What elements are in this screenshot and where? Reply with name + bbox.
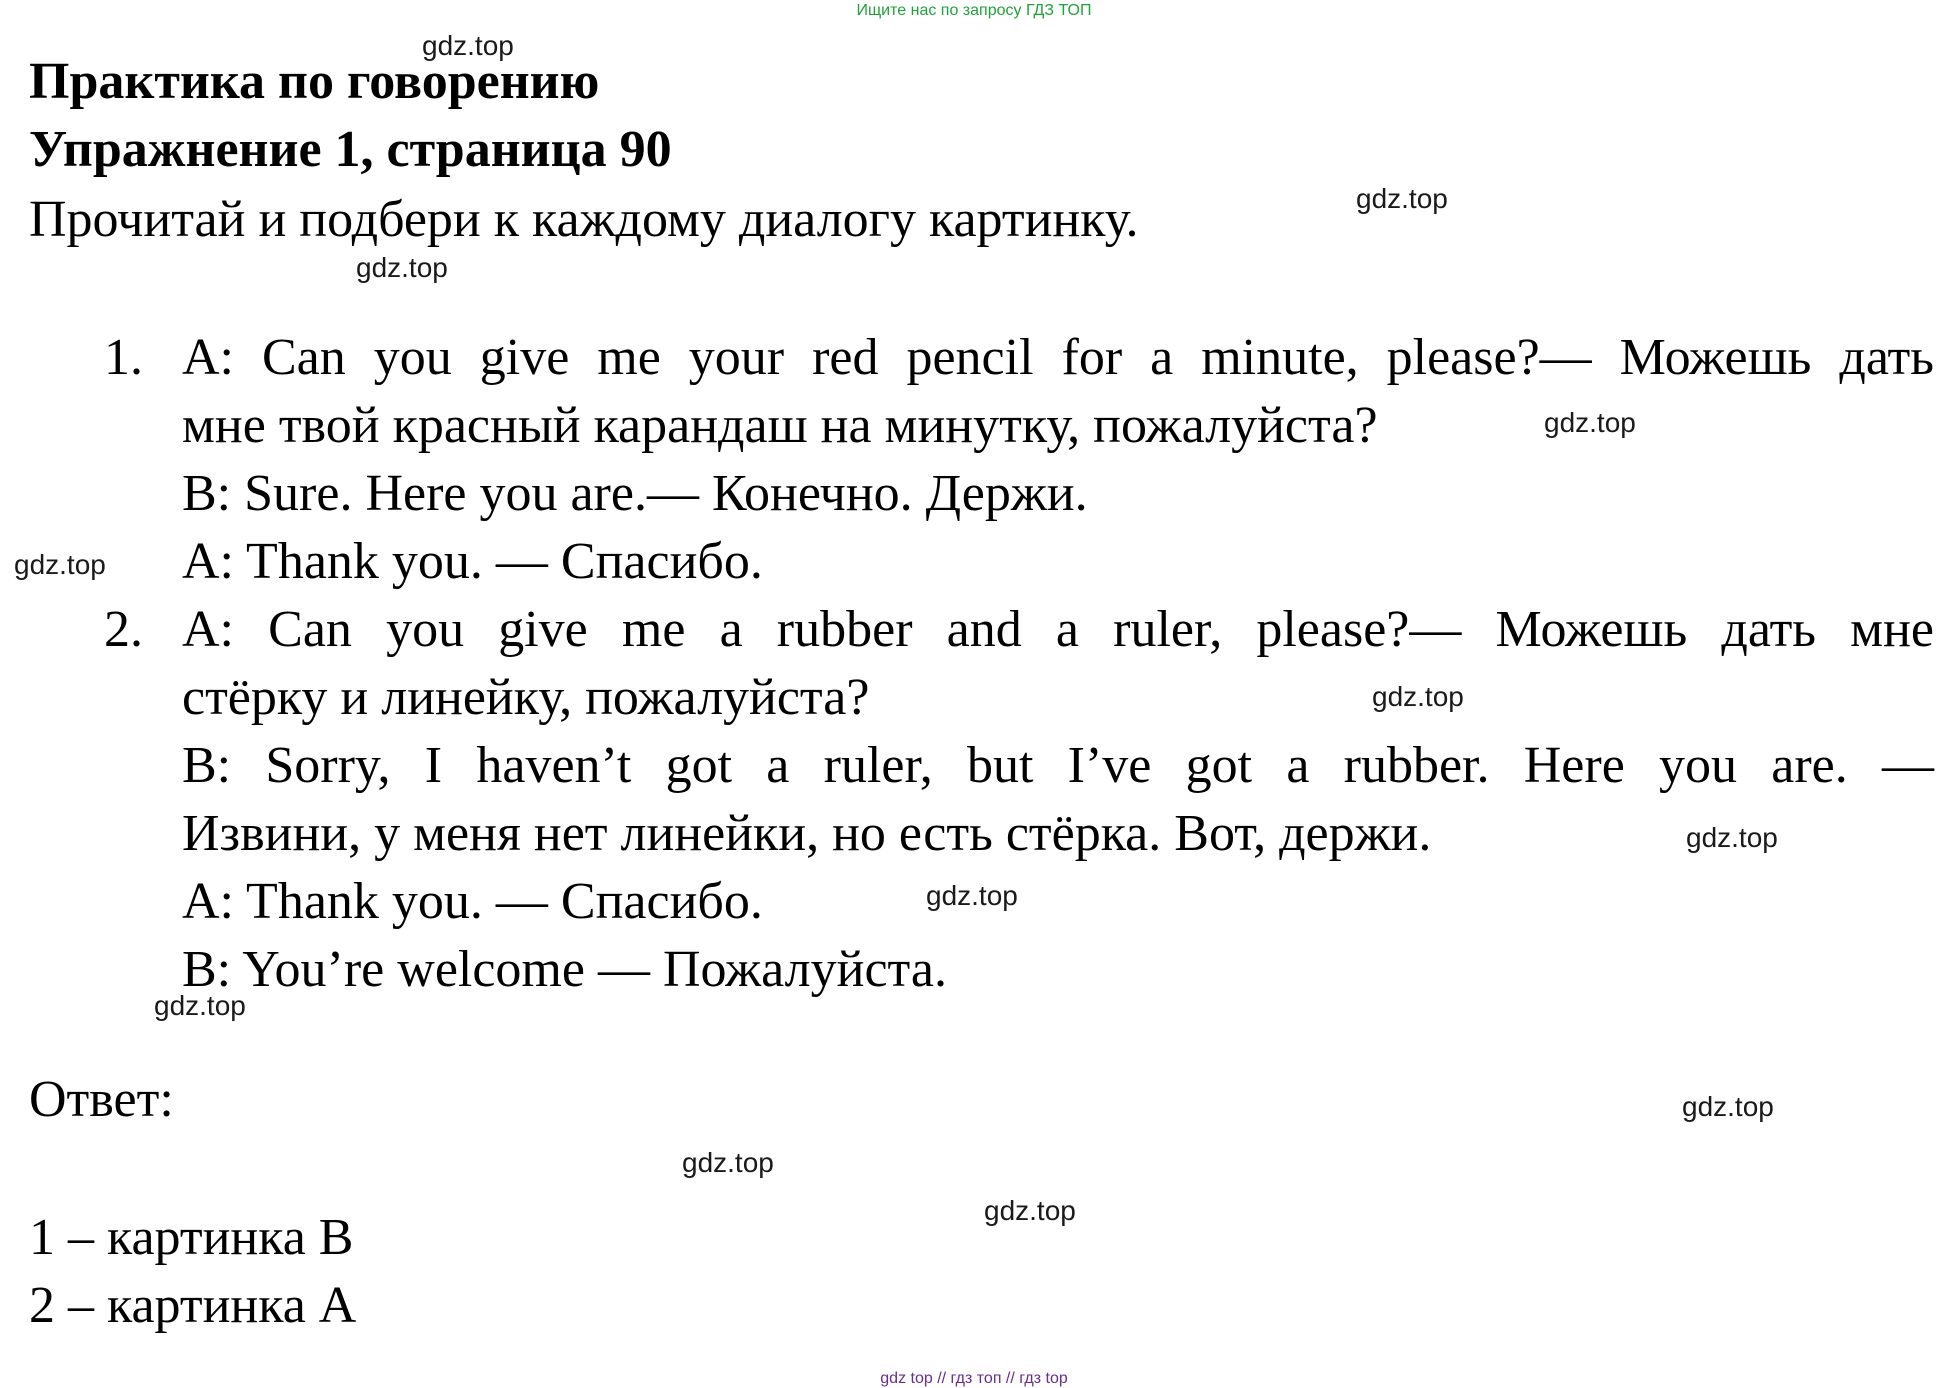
dialogue-line: B: You’re welcome — Пожалуйста. <box>182 941 947 998</box>
dialogue-item-2 <box>104 596 1934 1004</box>
list-number: 2. <box>104 601 143 658</box>
dialogue-body <box>182 596 1934 1004</box>
exercise-title: Упражнение 1, страница 90 <box>29 121 672 178</box>
watermark: gdz.top <box>1356 183 1448 214</box>
instruction-text: Прочитай и подбери к каждому диалогу картинку. <box>29 191 1139 248</box>
watermark: gdz.top <box>1544 407 1636 438</box>
answer-label: Ответ: <box>29 1071 174 1128</box>
watermark: gdz.top <box>1682 1091 1774 1122</box>
watermark: gdz.top <box>422 30 514 61</box>
dialogue-line: стёрку и линейку, пожалуйста? <box>182 669 870 726</box>
section-title: Практика по говорению <box>29 53 600 110</box>
watermark: gdz.top <box>926 880 1018 911</box>
dialogue-line: A: Can you give me your red pencil for a minute, please?— Можешь дать <box>182 329 1934 386</box>
answer-line: 1 – картинка B <box>29 1209 354 1266</box>
watermark: gdz.top <box>1372 681 1464 712</box>
watermark: gdz.top <box>154 990 246 1021</box>
footer-links: gdz top // гдз топ // гдз top <box>880 1370 1068 1387</box>
dialogue-line: Извини, у меня нет линейки, но есть стёрка. Вот, держи. <box>182 805 1432 862</box>
dialogue-body <box>182 324 1934 596</box>
watermark: gdz.top <box>984 1195 1076 1226</box>
watermark: gdz.top <box>682 1147 774 1178</box>
watermark: gdz.top <box>1686 822 1778 853</box>
dialogue-line: A: Thank you. — Спасибо. <box>182 533 763 590</box>
top-banner: Ищите нас по запросу ГДЗ ТОП <box>856 2 1092 19</box>
dialogue-line: A: Can you give me a rubber and a ruler, please?— Можешь дать мне <box>182 601 1934 658</box>
dialogue-line: A: Thank you. — Спасибо. <box>182 873 763 930</box>
answer-line: 2 – картинка A <box>29 1277 357 1334</box>
watermark: gdz.top <box>14 549 106 580</box>
dialogue-line: B: Sorry, I haven’t got a ruler, but I’ve got a rubber. Here you are. — <box>182 737 1934 794</box>
list-number: 1. <box>104 329 143 386</box>
dialogue-line: B: Sure. Here you are.— Конечно. Держи. <box>182 465 1088 522</box>
dialogue-item-1 <box>104 324 1934 596</box>
dialogue-line: мне твой красный карандаш на минутку, пожалуйста? <box>182 397 1378 454</box>
watermark: gdz.top <box>356 252 448 283</box>
dialogue-list <box>104 324 1934 1004</box>
